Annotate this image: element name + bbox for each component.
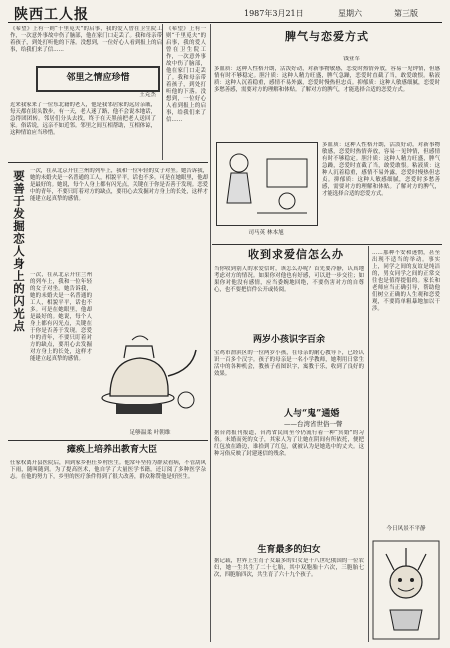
youth-body-text: 一次，在从北京开往兰州的列车上，我和一位年轻的女子对坐。她告诉我，她的未婚夫是一名普通的工人，相貌平平，话也不多。可是在她眼里，他却是最好的。她说，每个人身上都有闪光点，关键在于你是否善于发现。恋爱中的青年，不要只盯着对方的缺点，要用心去发掘对方身上的长处，这样才能建立起真挚的感情。	[30, 168, 208, 202]
kids-title: 两岁小孩识字百余	[252, 335, 325, 345]
kettle-illustration	[96, 330, 206, 425]
section-rule	[8, 162, 208, 163]
issue-date: 1987年3月21日	[244, 9, 304, 18]
heartfelt-sidebar	[166, 26, 206, 160]
heartfelt-headline-box	[36, 66, 160, 92]
newborn-body-text: 据记载，世界上生育子女最多的妇女是十八世纪俄国的一位农妇，她一生共生了二十七胎，其中双胞胎十六次，三胞胎七次，四胞胎四次，共生育了六十九个孩子。	[214, 558, 364, 578]
ghost-body-text: 据台湾报刊报道，台湾省民间至今仍流行着一种“冥婚”的习俗。未婚而死的女子，其家人为了让她在阴间有所依托，便把红包放在路边，谁拾到了红包，就被认为是她选中的丈夫。这种习俗反映了封建迷信的残余。	[214, 430, 364, 457]
ghost-title-block	[284, 408, 364, 418]
temper-title-block	[214, 26, 440, 54]
heartfelt-body	[10, 102, 156, 158]
kids-body-text: 宝鸡市渭滨区的一位两岁小孩，在母亲的耐心教导下，已经认识一百多个汉字。孩子的母亲是一名小学教师，她利用日常生活中的各种机会，教孩子看图识字，寓教于乐，收到了良好的效果。	[214, 350, 364, 377]
comic-panel	[216, 142, 318, 226]
side-illustration	[372, 540, 440, 640]
clinic-body	[10, 460, 206, 640]
newborn-title: 生育最多的妇女	[257, 545, 321, 555]
paper-name: 陕西工人报	[14, 7, 89, 23]
letter-title-block	[226, 248, 366, 264]
letter-title: 收到求爱信怎么办	[248, 248, 344, 261]
side-illustration-caption: 今日风景不平静	[386, 526, 426, 532]
illustration-caption: 足够温柔 叶朝维	[129, 430, 171, 436]
right-column-body	[372, 250, 440, 540]
heartfelt-sidebar-text: 《希望》上有一则“千里觅夫”的启事，我的爱人曾在卫生院工作，一次意外事故中伤了脑部，他在家门口走丢了。我和母亲带着孩子，到处打听他的下落。没想到，一位好心人看到报上的启事，给我们来了信……	[166, 26, 206, 123]
youth-continued-text: 一次，在从北京开往兰州的列车上，我和一位年轻的女子对坐。她告诉我，她的未婚夫是一名普通的工人，相貌平平，话也不多。可是在她眼里，他却是最好的。她说，每个人身上都有闪光点，关键在于你是否善于发现。恋爱中的青年，不要只盯着对方的缺点，要用心去发掘对方身上的长处，这样才能建立起真挚的感情。	[30, 272, 92, 362]
column-divider	[210, 24, 211, 642]
temper-body	[214, 66, 440, 136]
kids-title-block	[214, 334, 364, 348]
comic-drawing	[217, 143, 317, 225]
temper-continued-text: 多血质：这种人性格开朗，活泼好动，对新事物敏感，恋爱时热情奔放，容易一见钟情，但感情有时不够稳定。胆汁质：这种人精力旺盛，脾气急躁，恋爱时直截了当，敢爱敢恨。粘液质：这种人沉着稳重，感情不易外露，恋爱时慢热但忠贞。抑郁质：这种人敏感细腻，恋爱时多愁善感，需要对方的理解和体贴。了解对方的脾气，才能选择合适的恋爱方式。	[322, 142, 440, 197]
letter-body-text: 当你收到别人的求爱信时，该怎么办呢？首先要冷静，认真地考虑对方的情况。如果你对他也有好感，可以进一步交往；如果你对他没有感情，应当委婉地回绝，不要伤害对方的自尊心，也不要把信件公开或传阅。	[214, 266, 364, 293]
section-rule	[212, 244, 442, 245]
newborn-title-block	[214, 544, 364, 556]
issue-page: 第三版	[394, 9, 418, 18]
section-rule	[8, 440, 208, 441]
youth-title: 要善于发掘恋人身上的闪光点	[12, 170, 26, 333]
heartfelt-body-text: 近来我家来了一位东北籍的老人，他是我邻居家的远房亲戚，每天都在街头散步。有一天，老人迷了路，他不会说本地话，急得团团转。邻居们分头去找，终于在天黑前把老人送回了家。俗话说，远亲不如近邻。邻里之间互相帮助，互相体谅，这种情谊应当珍惜。	[10, 102, 156, 136]
masthead	[8, 4, 442, 23]
right-column-text: ……那种不安和迷惘，甚至出现不适当的举动。事实上，同学之间的友谊是纯洁的，男女同学之间的正常交往也是值得提倡的。家长和老师应当正确引导，帮助他们树立正确的人生观和恋爱观，不要简单粗暴地加以干涉。	[372, 250, 440, 312]
ghost-title: 人与“鬼”通婚	[284, 409, 340, 418]
heartfelt-intro	[10, 26, 162, 66]
clinic-body-text: 任家权离开县医院后，回到家乡担任乡村医生。他常年坚持为群众看病，不管刮风下雨，随叫随到。为了提高医术，他自学了大量医学书籍，还订阅了多种医学杂志。在他的努力下，乡里的医疗条件得到了很大改善，群众称赞他是好医生。	[10, 460, 206, 480]
temper-author: 钱亚军	[343, 56, 360, 62]
youth-article-body	[30, 168, 208, 268]
clinic-title: 瘫痪上培养出教育大臣	[66, 445, 157, 455]
youth-article-continued	[30, 272, 92, 422]
letter-body	[214, 266, 364, 330]
comic-caption: 司马英 林本旭	[248, 230, 284, 236]
heartfelt-byline	[60, 92, 156, 100]
ghost-subtitle-block	[284, 420, 364, 428]
ghost-body	[214, 430, 364, 540]
heartfelt-intro-text: 《希望》上有一则“千里觅夫”的启事，我的爱人曾在卫生院工作，一次意外事故中伤了脑部，他在家门口走丢了。我和母亲带着孩子，到处打听他的下落。没想到，一位好心人看到报上的启事，给我们来了信……	[10, 26, 162, 53]
column-divider	[162, 24, 163, 160]
heartfelt-author: 王克杰	[139, 92, 156, 98]
newborn-body	[214, 558, 364, 642]
temper-body-continued	[322, 142, 440, 238]
clinic-title-block	[20, 444, 204, 458]
issue-weekday: 星期六	[338, 9, 362, 18]
temper-byline	[300, 56, 360, 64]
ghost-subtitle: ——台湾省世俗一瞥	[284, 420, 343, 428]
kids-body	[214, 350, 364, 406]
column-divider	[368, 246, 369, 642]
temper-body-text: 多血质：这种人性格开朗，活泼好动，对新事物敏感，恋爱时热情奔放，容易一见钟情，但感情有时不够稳定。胆汁质：这种人精力旺盛，脾气急躁，恋爱时直截了当，敢爱敢恨。粘液质：这种人沉着稳重，感情不易外露，恋爱时慢热但忠贞。抑郁质：这种人敏感细腻，恋爱时多愁善感，需要对方的理解和体贴。了解对方的脾气，才能选择合适的恋爱方式。	[214, 66, 440, 93]
heartfelt-headline: 邻里之情应珍惜	[66, 73, 130, 83]
temper-title: 脾气与恋爱方式	[285, 30, 369, 43]
